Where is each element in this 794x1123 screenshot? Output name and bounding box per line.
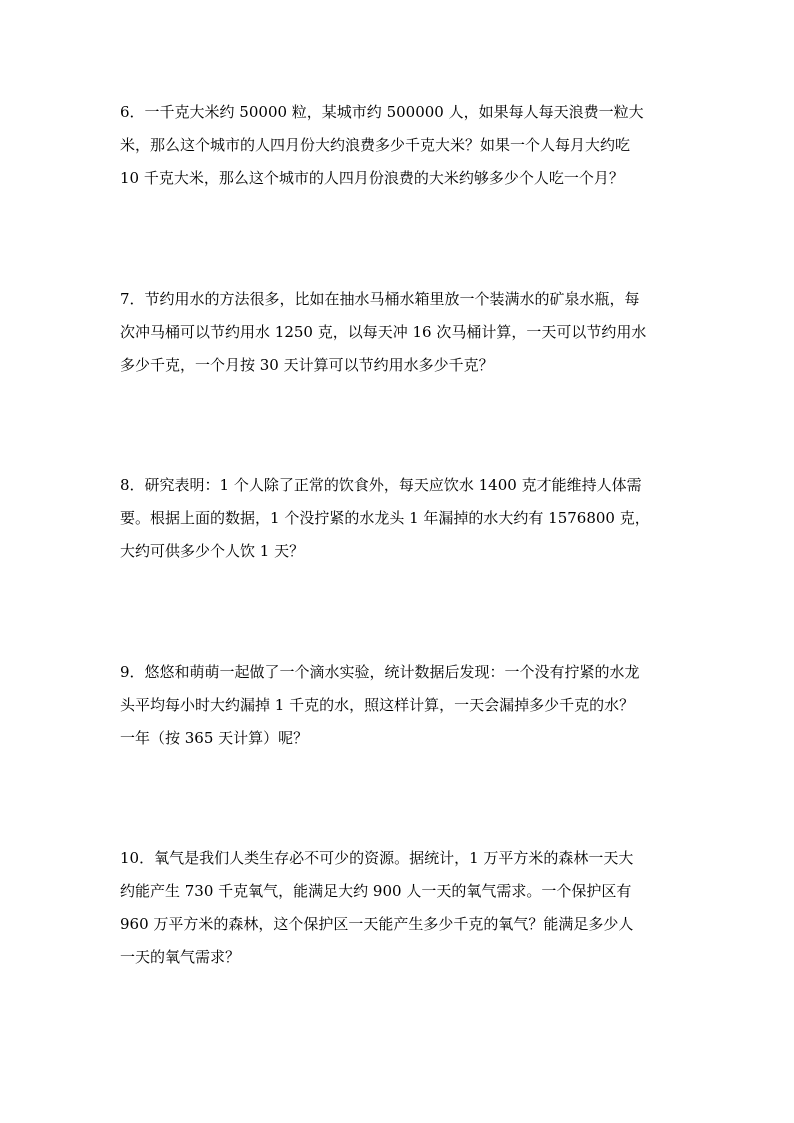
question-8-line-3: 大约可供多少个人饮 1 天？ [120, 542, 305, 560]
question-9-line-3: 一年（按 365 天计算）呢？ [120, 729, 309, 747]
question-10-line-4: 一天的氧气需求？ [120, 948, 241, 966]
question-8-line-2: 要。根据上面的数据，1 个没拧紧的水龙头 1 年漏掉的水大约有 1576800 克， [120, 509, 650, 527]
question-9 [120, 656, 680, 755]
question-8-line-1: 8．研究表明：1 个人除了正常的饮食外，每天应饮水 1400 克才能维持人体需 [120, 476, 642, 494]
question-10-line-2: 约能产生 730 千克氧气，能满足大约 900 人一天的氧气需求。一个保护区有 [120, 882, 632, 900]
question-10-line-1: 10．氧气是我们人类生存必不可少的资源。据统计，1 万平方米的森林一天大 [120, 849, 634, 867]
question-10 [120, 842, 680, 974]
question-9-line-2: 头平均每小时大约漏掉 1 千克的水，照这样计算，一天会漏掉多少千克的水？ [120, 696, 635, 714]
question-9-line-1: 9．悠悠和萌萌一起做了一个滴水实验，统计数据后发现：一个没有拧紧的水龙 [120, 663, 640, 681]
question-6-line-3: 10 千克大米，那么这个城市的人四月份浪费的大米约够多少个人吃一个月？ [120, 169, 624, 187]
question-10-line-3: 960 万平方米的森林，这个保护区一天能产生多少千克的氧气？能满足多少人 [120, 915, 634, 933]
question-7-line-1: 7．节约用水的方法很多，比如在抽水马桶水箱里放一个装满水的矿泉水瓶，每 [120, 290, 640, 308]
question-7 [120, 283, 680, 382]
question-6-line-1: 6．一千克大米约 50000 粒，某城市约 500000 人，如果每人每天浪费一粒大 [120, 103, 644, 121]
question-7-line-3: 多少千克，一个月按 30 天计算可以节约用水多少千克？ [120, 356, 494, 374]
question-8 [120, 469, 680, 568]
question-6 [120, 96, 680, 195]
question-7-line-2: 次冲马桶可以节约用水 1250 克，以每天冲 16 次马桶计算，一天可以节约用水 [120, 323, 647, 341]
question-6-line-2: 米，那么这个城市的人四月份大约浪费多少千克大米？如果一个人每月大约吃 [120, 136, 631, 154]
